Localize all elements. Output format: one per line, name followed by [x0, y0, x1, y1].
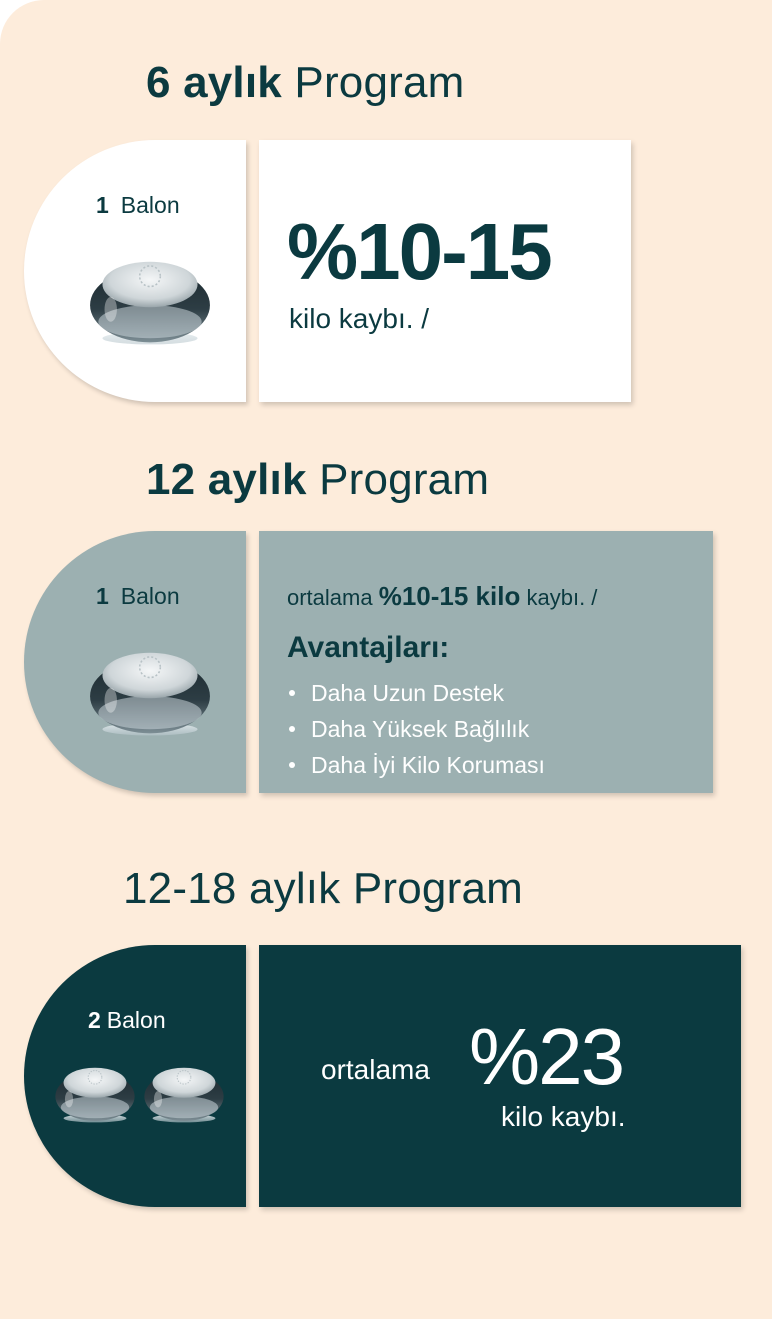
- bullet-icon: [289, 690, 295, 696]
- balloon-count-12-18-label: Balon: [106, 1007, 166, 1033]
- advantage-text: Daha Yüksek Bağlılık: [311, 715, 530, 742]
- balloon-count-12-18: [88, 1007, 166, 1034]
- advantage-text: Daha İyi Kilo Koruması: [311, 751, 545, 778]
- balloon-card-12-18: [24, 945, 246, 1207]
- balloon-count-6-label: Balon: [120, 192, 180, 218]
- balloon-card-12: [24, 531, 246, 793]
- result-panel-12: [259, 531, 713, 793]
- weight-loss-caption-12-18: kilo kaybı.: [501, 1101, 626, 1132]
- average-prefix-12-18: ortalama: [321, 1054, 430, 1085]
- balloon-icon: [143, 1061, 225, 1125]
- program-title-12-bold: 12 aylık: [146, 455, 307, 504]
- advantage-text: Daha Uzun Destek: [311, 679, 505, 706]
- advantages-list: [289, 675, 545, 783]
- average-weight-loss-12: [287, 581, 597, 612]
- bullet-icon: [289, 726, 295, 732]
- advantage-item: [289, 675, 545, 711]
- weight-loss-percent-12-18: %23: [469, 1012, 624, 1101]
- program-title-12-18: 12-18 aylık Program: [123, 864, 523, 913]
- balloon-icon: [88, 643, 212, 739]
- balloon-count-6: [96, 192, 180, 219]
- program-title-6-rest: Program: [294, 58, 465, 107]
- weight-loss-percent-6: %10-15: [287, 207, 551, 296]
- advantage-item: [289, 711, 545, 747]
- balloon-icon: [88, 252, 212, 348]
- advantage-item: [289, 747, 545, 783]
- balloon-count-6-number: 1: [96, 192, 109, 218]
- weight-loss-caption-6: kilo kaybı. /: [289, 303, 430, 334]
- average-value-12: %10-15 kilo: [378, 581, 521, 611]
- program-title-6: [146, 58, 465, 108]
- balloon-icon: [54, 1061, 136, 1125]
- program-title-12: [146, 455, 489, 505]
- balloon-count-12-number: 1: [96, 583, 109, 609]
- program-title-6-bold: 6 aylık: [146, 58, 282, 107]
- balloon-card-6: [24, 140, 246, 402]
- average-prefix-12: ortalama: [287, 585, 373, 610]
- result-panel-12-18: [259, 945, 741, 1207]
- balloon-count-12: [96, 583, 180, 610]
- balloon-count-12-18-number: 2: [88, 1007, 101, 1033]
- program-title-12-rest: Program: [319, 455, 490, 504]
- advantages-heading: Avantajları:: [287, 631, 450, 664]
- average-suffix-12: kaybı. /: [526, 585, 598, 610]
- balloon-count-12-label: Balon: [120, 583, 180, 609]
- bullet-icon: [289, 762, 295, 768]
- result-panel-6: [259, 140, 631, 402]
